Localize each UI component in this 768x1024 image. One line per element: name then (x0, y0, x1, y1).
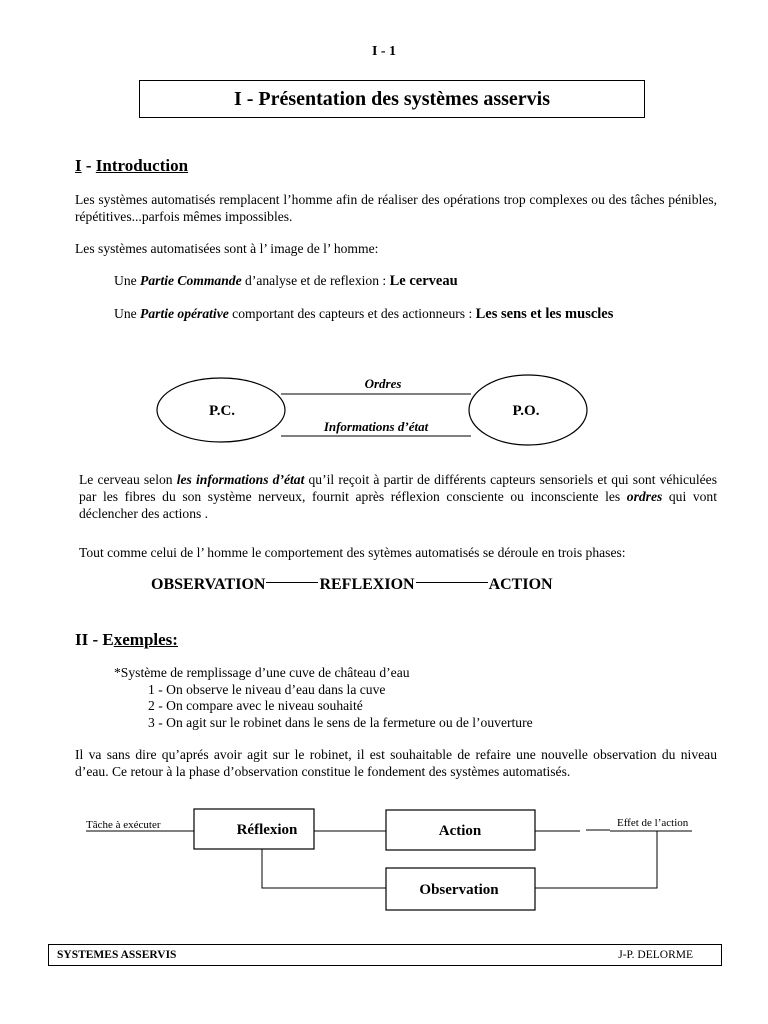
phase-reflexion: REFLEXION (319, 576, 415, 593)
emphasis-ordres: ordres (626, 489, 663, 504)
section-heading-exemples (75, 630, 178, 650)
phase-arrow (416, 582, 488, 583)
emphasis-informations: les informations d’état (176, 472, 305, 487)
partie-operative-line (114, 306, 613, 323)
informations-label: Informations d’état (323, 419, 429, 434)
section-heading-introduction (75, 156, 188, 176)
line-prefix: Une (114, 273, 141, 288)
intro-paragraph: Les systèmes automatisés remplacent l’homme afin de réaliser des opérations trop complexes ou des tâches pénibles, répétitives...parfois mêmes impossibles. (75, 192, 717, 224)
example-intro: *Système de remplissage d’une cuve de château d’eau (114, 665, 410, 680)
input-label: Tâche à exécuter (86, 819, 161, 831)
action-label: Action (438, 823, 482, 839)
strong-sens-muscles: Les sens et les muscles (475, 306, 614, 322)
section-number: I (75, 156, 82, 175)
footer-right: J-P. DELORME (618, 949, 693, 961)
po-label: P.O. (512, 403, 540, 419)
example-step-1: 1 - On observe le niveau d’eau dans la cuve (148, 682, 386, 697)
pc-label: P.C. (208, 403, 236, 419)
phase-action: ACTION (488, 576, 553, 593)
footer-left: SYSTEMES ASSERVIS (57, 949, 177, 961)
section-title: Introduction (95, 156, 189, 175)
ordres-label: Ordres (364, 376, 402, 391)
pc-po-diagram (150, 370, 600, 450)
line-middle: comportant des capteurs et des actionneurs : (228, 306, 476, 321)
page-number: I - 1 (371, 44, 397, 59)
feedback-loop-diagram (80, 800, 700, 920)
example-step-2: 2 - On compare avec le niveau souhaité (148, 698, 363, 713)
para-text: qui vont déclencher des actions . (79, 489, 717, 521)
partie-commande-line (114, 273, 458, 290)
line-middle: d’analyse et de reflexion : (241, 273, 390, 288)
feedback-paragraph: Il va sans dire qu’aprés avoir agit sur le robinet, il est souhaitable de refaire une nouvelle observation du niveau d’eau. Ce retour à la phase d’observation constitue le fondement des systèmes automatisés. (75, 747, 717, 779)
line-prefix: Une (114, 306, 141, 321)
feedback-line-left (262, 849, 386, 888)
phase-observation: OBSERVATION (151, 576, 266, 593)
output-label: Effet de l’action (617, 817, 689, 829)
section-number: II - E (75, 630, 114, 649)
feedback-line-right (535, 831, 657, 888)
image-of-man-paragraph: Les systèmes automatisées sont à l’ image de l’ homme: (75, 241, 379, 256)
phases-sequence (151, 576, 553, 594)
page-title: I - Présentation des systèmes asservis (139, 80, 645, 118)
para-text: qu’il reçoit à partir de différents capteurs sensoriels et qui sont véhiculées par les fibres du son système nerveux, fournit après réflexion consciente ou inconsciente les (79, 472, 717, 504)
example-step-3: 3 - On agit sur le robinet dans le sens de la fermeture ou de l’ouverture (148, 715, 533, 730)
section-title: xemples: (113, 630, 178, 649)
reflexion-label: Réflexion (236, 822, 298, 838)
page-footer (48, 944, 722, 966)
term-partie-commande: Partie Commande (140, 273, 242, 288)
section-separator: - (81, 156, 96, 175)
para-text: Le cerveau selon (79, 472, 177, 487)
three-phases-paragraph: Tout comme celui de l’ homme le comportement des sytèmes automatisés se déroule en trois phases: (79, 545, 626, 560)
observation-label: Observation (419, 882, 499, 898)
strong-le-cerveau: Le cerveau (389, 273, 458, 289)
cerveau-paragraph (79, 471, 717, 522)
phase-arrow (266, 582, 318, 583)
term-partie-operative: Partie opérative (140, 306, 229, 321)
